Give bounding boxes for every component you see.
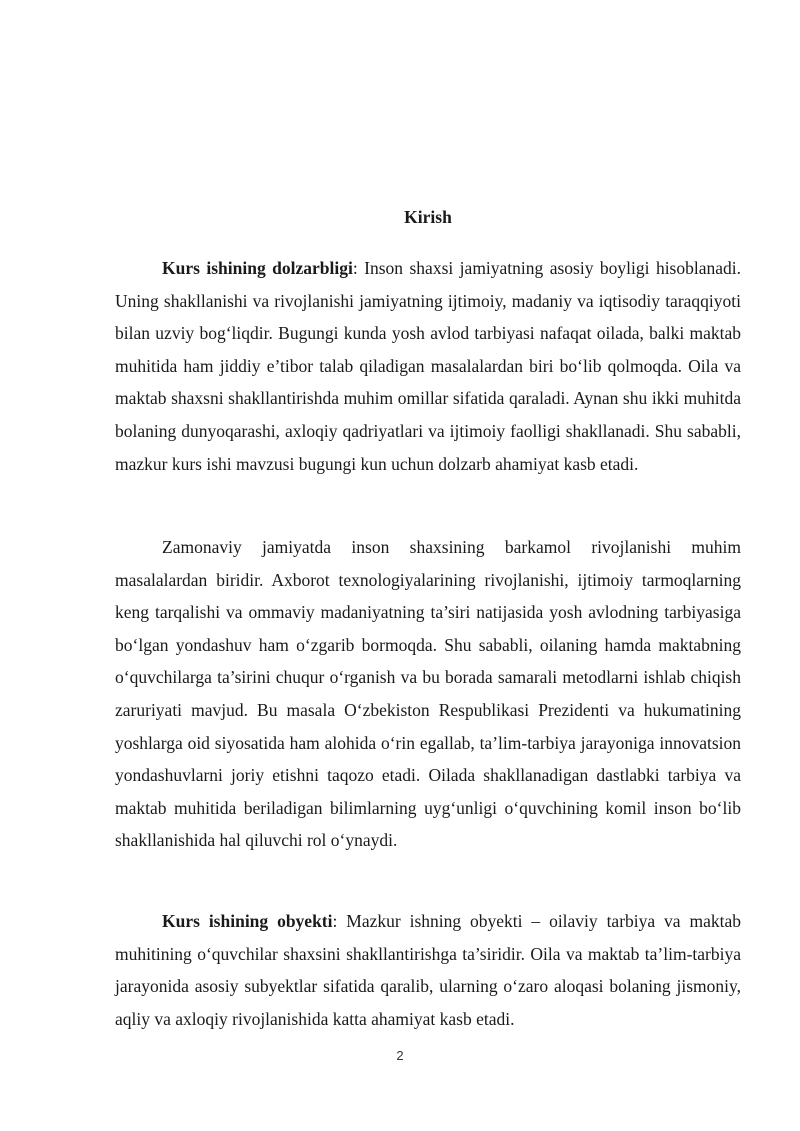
- page-number: 2: [396, 1048, 404, 1063]
- paragraph-object: [115, 905, 741, 1035]
- paragraph-text-object: : Mazkur ishning obyekti – oilaviy tarbiya va maktab muhitining o‘quvchilar shaxsini shakllantirishga ta’siridir. Oila va maktab ta’lim-tarbiya jarayonida asosiy subyektlar sifatida qaralib, ularning o‘zaro aloqasi bolaning jismoniy, aqliy va axloqiy rivojlanishida katta ahamiyat kasb etadi.: [115, 911, 741, 1029]
- paragraph-text-relevance: : Inson shaxsi jamiyatning asosiy boyligi hisoblanadi. Uning shakllanishi va rivojlanishi jamiyatning ijtimoiy, madaniy va iqtisodiy taraqqiyoti bilan uzviy bog‘liqdir. Bugungi kunda yosh avlod tarbiyasi nafaqat oilada, balki maktab muhitida ham jiddiy e’tibor talab qiladigan masalalardan biri bo‘lib qolmoqda. Oila va maktab shaxsni shakllantirishda muhim omillar sifatida qaraladi. Aynan shu ikki muhitda bolaning dunyoqarashi, axloqiy qadriyatlari va ijtimoiy faolligi shakllanadi. Shu sababli, mazkur kurs ishi mavzusi bugungi kun uchun dolzarb ahamiyat kasb etadi.: [115, 258, 741, 474]
- paragraph-lead-object: Kurs ishining obyekti: [162, 911, 333, 931]
- paragraph-modern-society: [115, 531, 741, 857]
- paragraph-lead-relevance: Kurs ishining dolzarbligi: [162, 258, 353, 278]
- paragraph-text-modern-society: Zamonaviy jamiyatda inson shaxsining barkamol rivojlanishi muhim masalalardan biridir. Axborot texnologiyalarining rivojlanishi, ijtimoiy tarmoqlarning keng tarqalishi va ommaviy madaniyatning ta’siri natijasida yosh avlodning tarbiyasiga bo‘lgan yondashuv ham o‘zgarib bormoqda. Shu sababli, oilaning hamda maktabning o‘quvchilarga ta’sirini chuqur o‘rganish va bu borada samarali metodlarni ishlab chiqish zaruriyati mavjud. Bu masala O‘zbekiston Respublikasi Prezidenti va hukumatining yoshlarga oid siyosatida ham alohida o‘rin egallab, ta’lim-tarbiya jarayoniga innovatsion yondashuvlarni joriy etishni taqozo etadi. Oilada shakllanadigan dastlabki tarbiya va maktab muhitida beriladigan bilimlarning uyg‘unligi o‘quvchining komil inson bo‘lib shakllanishida hal qiluvchi rol o‘ynaydi.: [115, 537, 741, 851]
- paragraph-relevance: [115, 252, 741, 480]
- section-title: Kirish: [404, 207, 452, 227]
